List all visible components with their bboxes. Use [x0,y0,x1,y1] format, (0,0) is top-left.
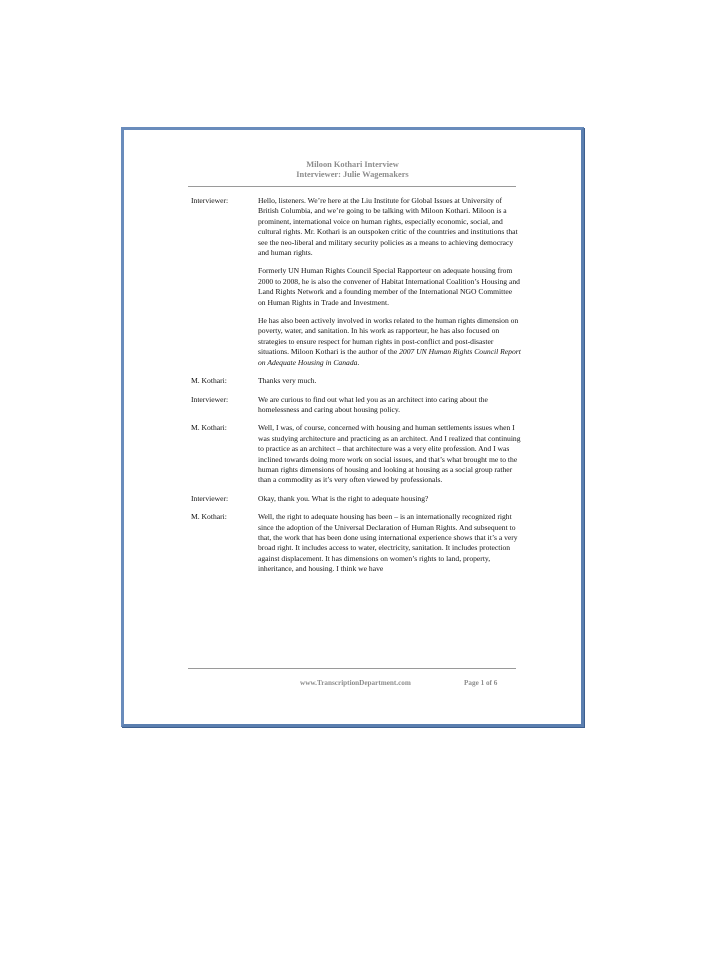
paragraph: Hello, listeners. We’re here at the Liu Institute for Global Issues at University of British Columbia, and we’re going to be talking with Miloon Kothari. Miloon is a prominent, international voice on human rights, especially economic, social, and cultural rights. Mr. Kothari is an outspoken critic of the countries and institutions that see the neo-liberal and military security policies as a means to achieving democracy and human rights. [258,196,518,258]
paragraph-end: . [357,357,360,367]
transcript-entry [191,376,521,386]
speaker-label: M. Kothari: [191,512,227,522]
entry-text [258,494,521,504]
paragraph-text: He has also been actively involved in works related to the human rights dimension on poverty, water, and sanitation. In his work as rapporteur, he has also focused on strategies to ensure respect for human rights in post-conflict and post-disaster situations. Miloon Kothari is the author of the [258,316,519,357]
entry-text [258,376,521,386]
entry-text [258,512,521,574]
speaker-label: M. Kothari: [191,376,227,386]
page-number: Page 1 of 6 [464,679,498,687]
entry-text [258,395,521,416]
footer-divider [188,668,516,669]
document-page [121,127,584,727]
transcript-body [191,196,521,666]
transcript-entry [191,512,521,574]
entry-text [258,196,521,368]
header-title: Miloon Kothari Interview [306,160,399,169]
paragraph: Well, the right to adequate housing has been – is an internationally recognized right since the adoption of the Universal Declaration of Human Rights. And subsequent to that, the work that has been done using international experience shows that it’s a very broad right. It includes access to water, electricity, sanitation. It includes protection against displacement. It has dimensions on women’s rights to land, property, inheritance, and housing. I think we have [258,512,518,574]
header-subtitle: Interviewer: Julie Wagemakers [296,170,409,179]
paragraph: Okay, thank you. What is the right to adequate housing? [258,493,429,503]
paragraph: We are curious to find out what led you as an architect into caring about the homelessness and caring about housing policy. [258,394,488,414]
speaker-label: Interviewer: [191,196,229,205]
speaker-label: M. Kothari: [191,423,227,433]
speaker-label: Interviewer: [191,493,229,503]
header-divider [188,186,516,187]
speaker-label: Interviewer: [191,394,229,404]
transcript-entry [191,196,521,368]
entry-text [258,423,521,485]
transcript-entry [191,494,521,504]
paragraph: Well, I was, of course, concerned with housing and human settlements issues when I was studying architecture and practicing as an architect. And I realized that continuing to practice as an architect – that architecture was a very elite profession. And I was inclined towards doing more work on social issues, and that’s what brought me to the human rights dimensions of housing and looking at housing as a social group rather than a commodity as it’s very often viewed by professionals. [258,423,521,485]
transcript-entry [191,395,521,416]
page-content [124,130,581,724]
paragraph [258,316,521,368]
transcript-entry [191,423,521,485]
report-title: 2007 UN Human Rights Council Report on Adequate Housing in Canada [258,347,521,367]
paragraph: Formerly UN Human Rights Council Special Rapporteur on adequate housing from 2000 to 2008, he is also the convener of Habitat International Coalition’s Housing and Land Rights Network and a founding member of the International NGO Committee on Human Rights in Trade and Investment. [258,266,520,307]
paragraph: Thanks very much. [258,376,317,386]
page-header [124,160,581,180]
footer-website: www.TranscriptionDepartment.com [300,679,411,687]
